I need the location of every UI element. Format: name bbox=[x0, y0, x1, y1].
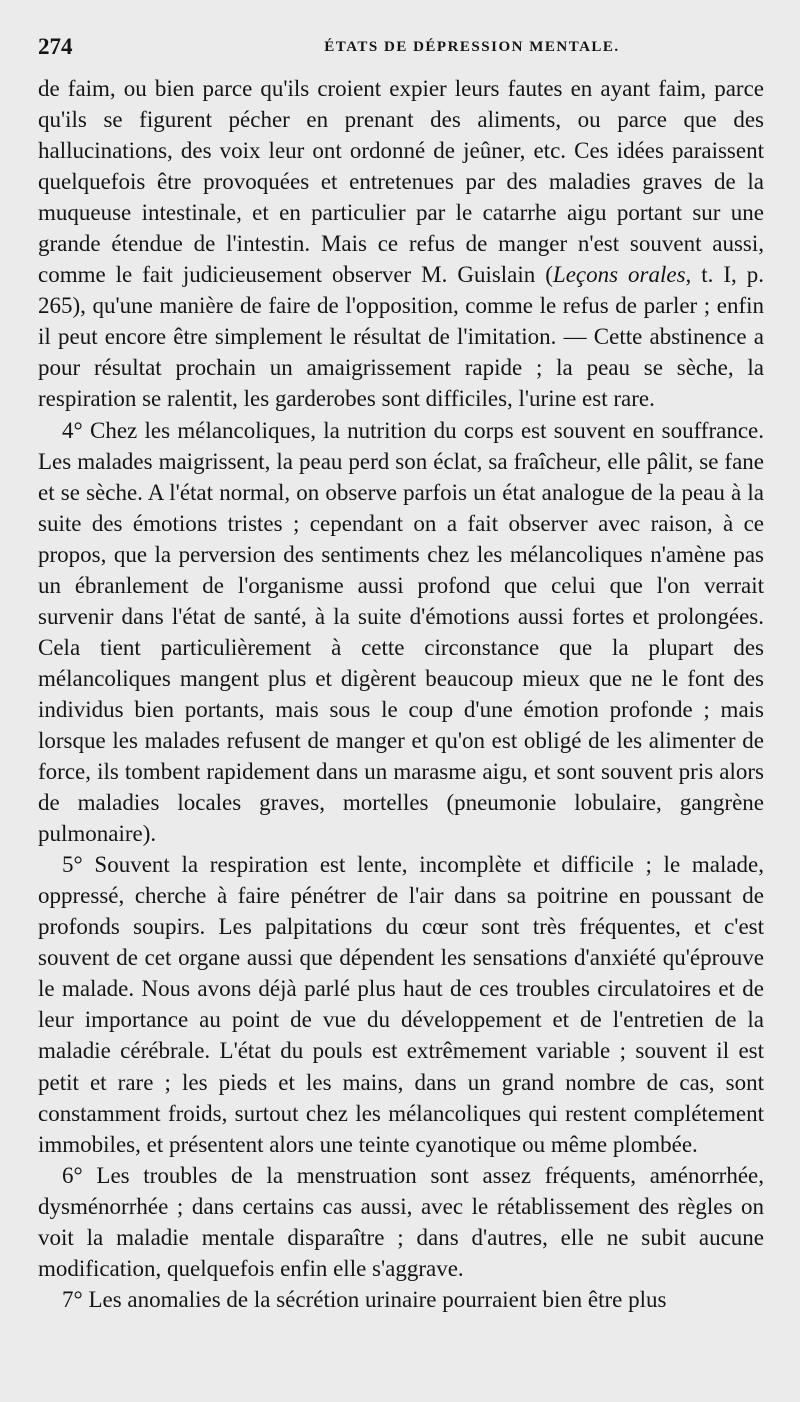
citation-title: Leçons orales bbox=[552, 262, 686, 288]
paragraph-text: Souvent la respiration est lente, incomplète et difficile ; le malade, oppressé, cherche à faire pénétrer de l'air dans sa poitrine en poussant de profonds soupirs. Les palpitations du cœur sont très fréquentes, et c'est souvent de cet organe aussi que dépendent les sensations d'anxiété qu'éprouve le malade. Nous avons déjà parlé plus haut de ces troubles circulatoires et de leur importance au point de vue du développement et de l'entretien de la maladie cérébrale. L'état du pouls est extrêmement variable ; souvent il est petit et rare ; les pieds et les mains, dans un grand nombre de cas, sont constamment froids, surtout chez les mélancoliques qui restent complétement immobiles, et présentent alors une teinte cyanotique ou même plombée. bbox=[38, 852, 765, 1157]
page-number: 274 bbox=[38, 34, 73, 59]
paragraph-text: Les anomalies de la sécrétion urinaire pourraient bien être plus bbox=[88, 1286, 667, 1312]
paragraph-text: de faim, ou bien parce qu'ils croient expier leurs fautes en ayant faim, parce qu'ils se figurent pécher en prenant des aliments, ou parce que des hallucinations, des voix leur ont ordonné de jeûner, etc. Ces idées paraissent quelquefois être provoquées et entretenues par des maladies graves de la muqueuse intestinale, et en particulier par le catarrhe aigu portant sur une grande étendue de l'intestin. Mais ce refus de manger n'est souvent aussi, comme le fait judicieusement observer M. Guislain ( bbox=[38, 76, 764, 288]
running-head bbox=[38, 34, 766, 66]
paragraph-6 bbox=[38, 1160, 764, 1284]
paragraph-continuation bbox=[38, 73, 764, 415]
paragraph-number: 7° bbox=[62, 1286, 83, 1312]
paragraph-4 bbox=[38, 415, 764, 850]
paragraph-number: 6° bbox=[62, 1162, 83, 1188]
paragraph-text: Les troubles de la menstruation sont assez fréquents, aménorrhée, dysménorrhée ; dans certains cas aussi, avec le rétablissement des règles on voit la maladie mentale disparaître ; dans d'autres, elle ne subit aucune modification, quelquefois enfin elle s'aggrave. bbox=[38, 1162, 764, 1281]
paragraph-5 bbox=[38, 849, 764, 1159]
paragraph-text: , t. I, p. 265), qu'une manière de faire de l'opposition, comme le refus de parler ; enfin il peut encore être simplement le résultat de l'imitation. — Cette abstinence a pour résultat prochain un amaigrissement rapide ; la peau se sèche, la respiration se ralentit, les garderobes sont difficiles, l'urine est rare. bbox=[38, 262, 764, 412]
paragraph-7 bbox=[38, 1284, 764, 1315]
paragraph-number: 4° bbox=[62, 417, 83, 443]
body-text bbox=[38, 73, 764, 1315]
paragraph-number: 5° bbox=[62, 852, 83, 878]
paragraph-text: Chez les mélancoliques, la nutrition du corps est souvent en souffrance. Les malades maigrissent, la peau perd son éclat, sa fraîcheur, elle pâlit, se fane et se sèche. A l'état normal, on observe parfois un état analogue de la peau à la suite des émotions tristes ; cependant on a fait observer avec raison, à ce propos, que la perversion des sentiments chez les mélancoliques n'amène pas un ébranlement de l'organisme aussi profond que celui que l'on verrait survenir dans l'état de santé, à la suite d'émotions aussi fortes et prolongées. Cela tient particulièrement à cette circonstance que la plupart des mélancoliques mangent plus et digèrent beaucoup mieux que ne le font des individus bien portants, mais sous le coup d'une émotion profonde ; mais lorsque les malades refusent de manger et qu'on est obligé de les alimenter de force, ils tombent rapidement dans un marasme aigu, et sont souvent pris alors de maladies locales graves, mortelles (pneumonie lobulaire, gangrène pulmonaire). bbox=[38, 417, 765, 847]
running-title: ÉTATS DE DÉPRESSION MENTALE. bbox=[324, 39, 620, 55]
